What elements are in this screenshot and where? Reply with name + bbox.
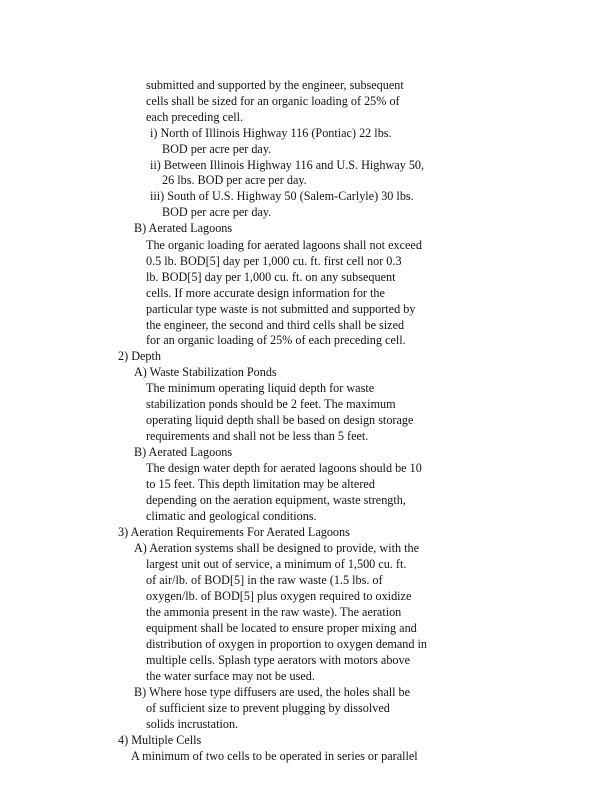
section-heading: 3) Aeration Requirements For Aerated Lagoons: [118, 525, 350, 539]
text-line: for an organic loading of 25% of each preceding cell.: [146, 333, 406, 347]
text-line: 0.5 lb. BOD[5] day per 1,000 cu. ft. first cell nor 0.3: [146, 254, 402, 268]
text-line: A minimum of two cells to be operated in series or parallel: [131, 749, 418, 763]
subsection-heading: A) Aeration systems shall be designed to provide, with the: [134, 541, 420, 555]
text-line: the engineer, the second and third cells shall be sized: [146, 318, 405, 332]
text-line: The minimum operating liquid depth for waste: [146, 381, 375, 395]
text-line: requirements and shall not be less than 5 feet.: [146, 429, 369, 443]
text-line: stabilization ponds should be 2 feet. The maximum: [146, 397, 396, 411]
text-line: of sufficient size to prevent plugging by dissolved: [146, 701, 390, 715]
text-line: iii) South of U.S. Highway 50 (Salem-Carlyle) 30 lbs.: [150, 189, 414, 203]
text-line: operating liquid depth shall be based on design storage: [146, 413, 414, 427]
text-line: particular type waste is not submitted and supported by: [146, 302, 416, 316]
text-line: multiple cells. Splash type aerators with motors above: [146, 653, 411, 667]
subsection-heading: B) Where hose type diffusers are used, the holes shall be: [134, 685, 411, 699]
text-line: solids incrustation.: [146, 717, 239, 731]
text-line: distribution of oxygen in proportion to oxygen demand in: [146, 637, 427, 651]
section-heading: 2) Depth: [118, 349, 161, 363]
text-line: the water surface may not be used.: [146, 669, 315, 683]
subsection-heading: A) Waste Stabilization Ponds: [134, 365, 277, 379]
text-line: The organic loading for aerated lagoons shall not exceed: [146, 238, 422, 252]
text-line: largest unit out of service, a minimum of 1,500 cu. ft.: [146, 557, 407, 571]
text-line: 26 lbs. BOD per acre per day.: [162, 173, 307, 187]
text-line: climatic and geological conditions.: [146, 509, 317, 523]
text-line: lb. BOD[5] day per 1,000 cu. ft. on any subsequent: [146, 270, 396, 284]
text-line: to 15 feet. This depth limitation may be altered: [146, 477, 375, 491]
text-line: depending on the aeration equipment, waste strength,: [146, 493, 406, 507]
subsection-heading: B) Aerated Lagoons: [134, 221, 233, 235]
text-line: BOD per acre per day.: [162, 142, 272, 156]
subsection-heading: B) Aerated Lagoons: [134, 445, 233, 459]
text-line: of air/lb. of BOD[5] in the raw waste (1.5 lbs. of: [146, 573, 383, 587]
text-line: cells shall be sized for an organic loading of 25% of: [146, 94, 400, 108]
text-line: The design water depth for aerated lagoons should be 10: [146, 461, 422, 475]
text-line: oxygen/lb. of BOD[5] plus oxygen required to oxidize: [146, 589, 412, 603]
text-line: the ammonia present in the raw waste). The aeration: [146, 605, 402, 619]
section-heading: 4) Multiple Cells: [118, 733, 202, 747]
text-line: BOD per acre per day.: [162, 205, 272, 219]
text-line: equipment shall be located to ensure proper mixing and: [146, 621, 417, 635]
text-line: cells. If more accurate design information for the: [146, 286, 385, 300]
text-line: i) North of Illinois Highway 116 (Pontiac) 22 lbs.: [150, 126, 392, 140]
text-line: submitted and supported by the engineer, subsequent: [146, 78, 404, 92]
text-line: ii) Between Illinois Highway 116 and U.S. Highway 50,: [150, 158, 425, 172]
text-line: each preceding cell.: [146, 110, 244, 124]
